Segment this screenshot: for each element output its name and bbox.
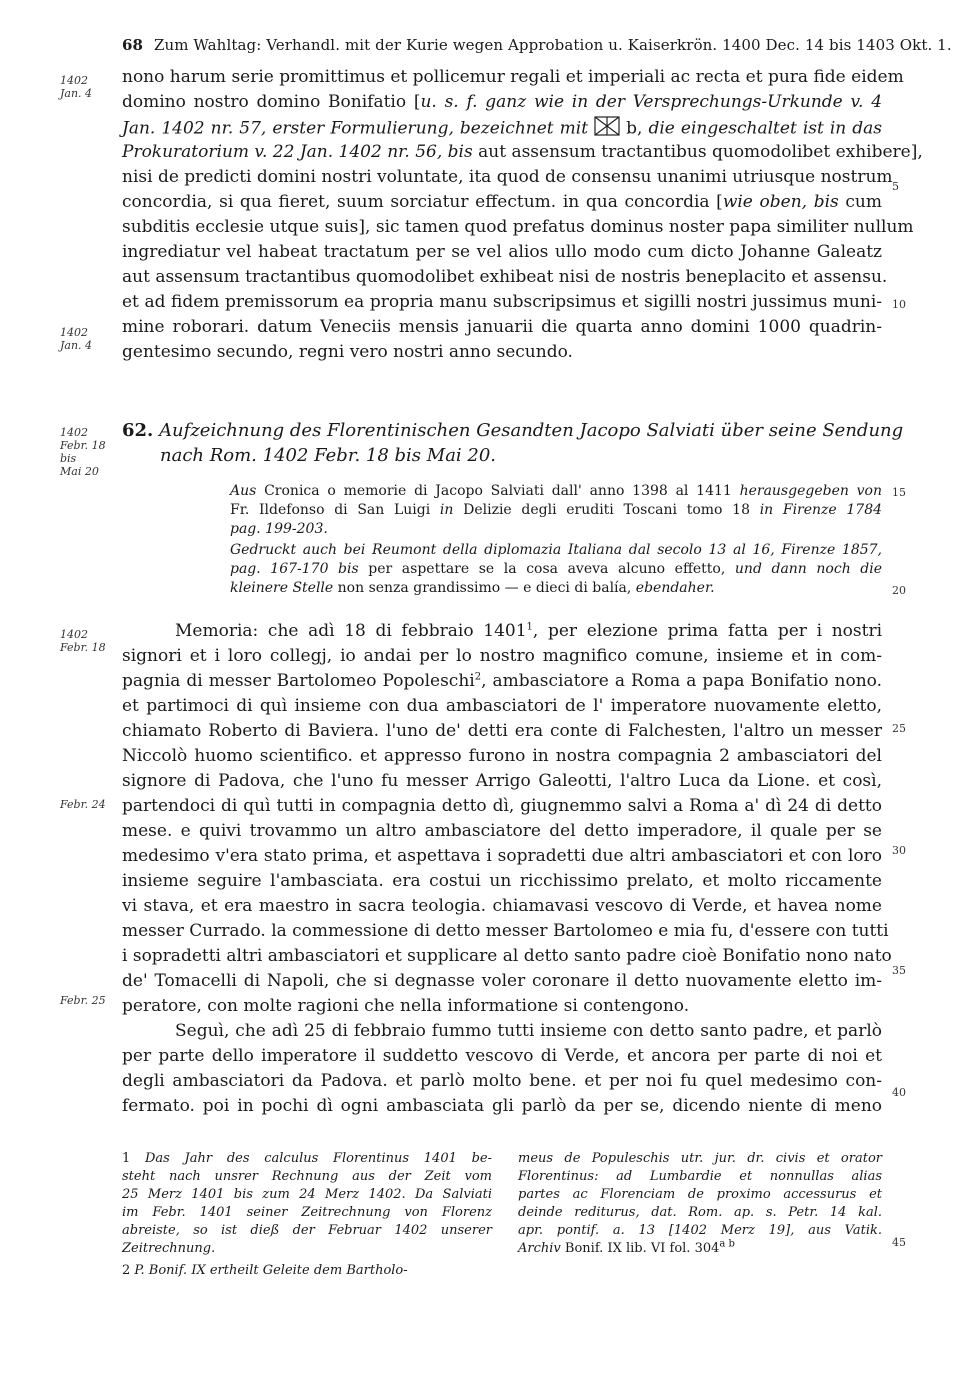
margin-date-4: [60, 628, 106, 654]
text-line: de' Tomacelli di Napoli, che si degnasse voler coronare il detto nuovamente eletto im-: [122, 971, 882, 991]
margin-year: 1402: [60, 628, 88, 641]
text-run: Das Jahr des calculus Florentinus 1401 be-: [145, 1151, 492, 1166]
text-line: [122, 670, 882, 692]
margin-bis: bis: [60, 452, 77, 465]
footnote-line: apr. pontif. a. 13 [1402 Merz 19], aus Vatik.: [518, 1223, 882, 1238]
text-run: P. Bonif. IX ertheilt Geleite dem Bartholo-: [134, 1263, 408, 1278]
text-line: medesimo v'era stato prima, et aspettava i sopradetti due altri ambasciatori et con loro: [122, 846, 882, 866]
text-line: signore di Padova, che l'uno fu messer Arrigo Galeotti, l'altro Luca da Lione. et così,: [122, 771, 882, 791]
text-line: fermato. poi in pochi dì ogni ambasciata gli parlò da per se, dicendo niente di meno: [122, 1096, 882, 1116]
editorial-note: wie oben, bis: [722, 192, 839, 212]
text-run: concordia, si qua fieret, suum sorciatur effectum. in qua concordia [: [122, 192, 723, 212]
line-number: 30: [892, 844, 906, 857]
section-title: Aufzeichnung des Florentinischen Gesandten Jacopo Salviati über seine Sendung: [159, 420, 904, 441]
text-run: pagnia di messer Bartolomeo Popoleschi: [122, 671, 475, 691]
text-line: Niccolò huomo scientifico. et appresso furono in nostra compagnia 2 ambasciatori del: [122, 746, 882, 766]
text-run: b,: [626, 118, 643, 139]
margin-date: Febr. 25: [60, 994, 106, 1007]
text-line: et partimoci di quì insieme con dua ambasciatori de l' imperatore nuovamente eletto,: [122, 696, 882, 716]
footnote-line: meus de Populeschis utr. jur. dr. civis et orator: [518, 1151, 882, 1166]
source-line: [230, 560, 882, 579]
text-run: , per elezione prima fatta per i nostri: [532, 621, 883, 641]
footnote-ref: a b: [719, 1238, 735, 1250]
footnote-mark: 2: [122, 1263, 131, 1278]
text-line: insieme seguire l'ambasciata. era costui un ricchissimo prelato, et molto riccamente: [122, 871, 882, 891]
margin-date: Mai 20: [60, 465, 99, 478]
section-number: 62.: [122, 420, 154, 441]
margin-date: Jan. 4: [60, 87, 93, 100]
text-line: aut assensum tractantibus quomodolibet exhibeat nisi de nostris beneplacito et assensu.: [122, 267, 888, 287]
line-number: 25: [892, 722, 906, 735]
margin-date: Febr. 24: [60, 798, 106, 811]
editorial-note: ebendaher.: [635, 580, 715, 596]
text-line: [122, 91, 882, 113]
text-line: subditis ecclesie utque suis], sic tamen quod prefatus dominus noster papa similiter nullum: [122, 217, 914, 237]
editorial-note: und dann noch die: [734, 561, 883, 577]
margin-date: Jan. 4: [60, 339, 93, 352]
margin-date-6: [60, 994, 106, 1007]
text-run: Archiv: [518, 1241, 561, 1256]
footnote-line: steht nach unsrer Rechnung aus der Zeit vom: [122, 1169, 492, 1184]
text-run: per aspettare se la cosa aveva alcuno effetto,: [368, 561, 726, 577]
source-line: [230, 501, 882, 520]
text-line: et ad fidem premissorum ea propria manu subscripsimus et sigilli nostri jussimus muni-: [122, 292, 882, 312]
line-number: 35: [892, 964, 906, 977]
footnote-line: Florentinus: ad Lumbardie et nonnullas alias: [518, 1169, 882, 1184]
text-run: Memoria: che adì 18 di febbraio 1401: [175, 621, 527, 641]
footnote-mark: 1: [122, 1151, 131, 1166]
text-run: aut assensum tractantibus quomodolibet exhibere],: [478, 142, 923, 162]
text-line: [122, 116, 882, 142]
footnote-line: Zeitrechnung.: [122, 1241, 216, 1256]
source-line: [230, 482, 882, 501]
margin-date-5: [60, 798, 106, 811]
text-line: [122, 191, 882, 213]
text-line: i sopradetti altri ambasciatori et supplicare al detto santo padre cioè Bonifatio nono nato: [122, 946, 892, 966]
footnote-line: 25 Merz 1401 bis zum 24 Merz 1402. Da Salviati: [122, 1187, 492, 1202]
text-line: peratore, con molte ragioni che nella informatione si contengono.: [122, 996, 690, 1016]
section-title-cont: nach Rom. 1402 Febr. 18 bis Mai 20.: [160, 445, 497, 466]
source-line: pag. 199-203.: [230, 521, 328, 537]
text-line: vi stava, et era maestro in sacra teologia. chiamavasi vescovo di Verde, et havea nome: [122, 896, 882, 916]
text-run: domino nostro domino Bonifatio [: [122, 92, 421, 112]
text-line: per parte dello imperatore il suddetto vescovo di Verde, et ancora per parte di noi et: [122, 1046, 882, 1066]
margin-date: Febr. 18: [60, 439, 106, 452]
section-heading: [122, 419, 903, 443]
footnote-line: im Febr. 1401 seiner Zeitrechnung von Florenz: [122, 1205, 492, 1220]
margin-date-3: [60, 426, 106, 478]
text-line: Seguì, che adì 25 di febbraio fummo tutti insieme con detto santo padre, et parlò: [175, 1021, 882, 1041]
text-line: mine roborari. datum Veneciis mensis januarii die quarta anno domini 1000 quadrin-: [122, 317, 882, 337]
text-run: non senza grandissimo — e dieci di balía,: [337, 580, 632, 596]
editorial-note: u. s. f. ganz wie in der Versprechungs-Urkunde v. 4: [420, 92, 883, 112]
footnote-line: abreiste, so ist dieß der Februar 1402 unserer: [122, 1223, 492, 1238]
text-line: degli ambasciatori da Padova. et parlò molto bene. et per noi fu quel medesimo con-: [122, 1071, 882, 1091]
text-line: partendoci di quì tutti in compagnia detto dì, giugnemmo salvi a Roma a' dì 24 di detto: [122, 796, 882, 816]
footnote-line: [122, 1150, 492, 1168]
editorial-note: in: [439, 502, 454, 518]
text-line: nisi de predicti domini nostri voluntate, ita quod de consensu unanimi utriusque nostrum: [122, 167, 893, 187]
text-line: ingrediatur vel habeat tractatum per se vel alios ullo modo cum dicto Johanne Galeatz: [122, 242, 882, 262]
editorial-note: in Firenze 1784: [759, 502, 883, 518]
text-line: nono harum serie promittimus et pollicemur regali et imperiali ac recta et pura fide eidem: [122, 67, 904, 87]
text-line: mese. e quivi trovammo un altro ambasciatore del detto imperadore, il quale per se: [122, 821, 882, 841]
editorial-note: pag. 167-170 bis: [230, 561, 359, 577]
source-line: Gedruckt auch bei Reumont della diplomazia Italiana dal secolo 13 al 16, Firenze 1857,: [230, 542, 882, 558]
text-run: Delizie degli eruditi Toscani tomo 18: [463, 502, 750, 518]
text-line: messer Currado. la commessione di detto messer Bartolomeo e mia fu, d'essere con tutti: [122, 921, 889, 941]
editorial-note: Aus: [230, 483, 257, 499]
editorial-note: Prokuratorium v. 22 Jan. 1402 nr. 56, bis: [122, 142, 473, 162]
text-line: gentesimo secundo, regni vero nostri anno secundo.: [122, 342, 573, 362]
text-run: Bonif. IX lib. VI fol. 304: [564, 1241, 720, 1256]
footnote-ref: 1: [526, 621, 533, 633]
margin-year: 1402: [60, 426, 88, 439]
margin-date: Febr. 18: [60, 641, 106, 654]
margin-date-2: [60, 326, 92, 352]
margin-year: 1402: [60, 326, 88, 339]
line-number: 20: [892, 584, 906, 597]
footnote-line: deinde rediturus, dat. Rom. ap. s. Petr. 14 kal.: [518, 1205, 882, 1220]
text-line: [175, 620, 882, 642]
line-number: 45: [892, 1236, 906, 1249]
running-title: Zum Wahltag: Verhandl. mit der Kurie wegen Approbation u. Kaiserkrön. 1400 Dec. 14 bis 1403 Okt. 1.: [153, 36, 952, 54]
editorial-note: Jan. 1402 nr. 57, erster Formulierung, bezeichnet mit: [122, 118, 589, 139]
editorial-note: die eingeschaltet ist in das: [648, 118, 883, 139]
cross-mark-icon: [594, 116, 620, 142]
text-run: , ambasciatore a Roma a papa Bonifatio nono.: [481, 671, 882, 691]
line-number: 15: [892, 486, 906, 499]
text-run: Cronica o memorie di Jacopo Salviati dall' anno 1398 al 1411: [264, 483, 732, 499]
margin-year: 1402: [60, 74, 88, 87]
text-run: Fr. Ildefonso di San Luigi: [230, 502, 431, 518]
margin-date-1: [60, 74, 92, 100]
footnote-ref: 2: [474, 671, 482, 683]
text-line: chiamato Roberto di Baviera. l'uno de' detti era conte di Falchesten, l'altro un messer: [122, 721, 882, 741]
line-number: 40: [892, 1086, 906, 1099]
footnote-line: [518, 1240, 882, 1258]
text-line: [122, 141, 923, 163]
text-run: cum: [845, 192, 882, 212]
text-line: signori et i loro collegj, io andai per lo nostro magnifico comune, insieme et in com-: [122, 646, 882, 666]
editorial-note: kleinere Stelle: [230, 580, 334, 596]
line-number: 5: [892, 180, 899, 193]
page-number: 68: [122, 36, 144, 54]
editorial-note: herausgegeben von: [739, 483, 883, 499]
source-line: [230, 579, 882, 598]
footnote-line: [122, 1262, 492, 1280]
footnote-line: partes ac Florenciam de proximo accessurus et: [518, 1187, 882, 1202]
line-number: 10: [892, 298, 906, 311]
running-header: [122, 36, 952, 54]
